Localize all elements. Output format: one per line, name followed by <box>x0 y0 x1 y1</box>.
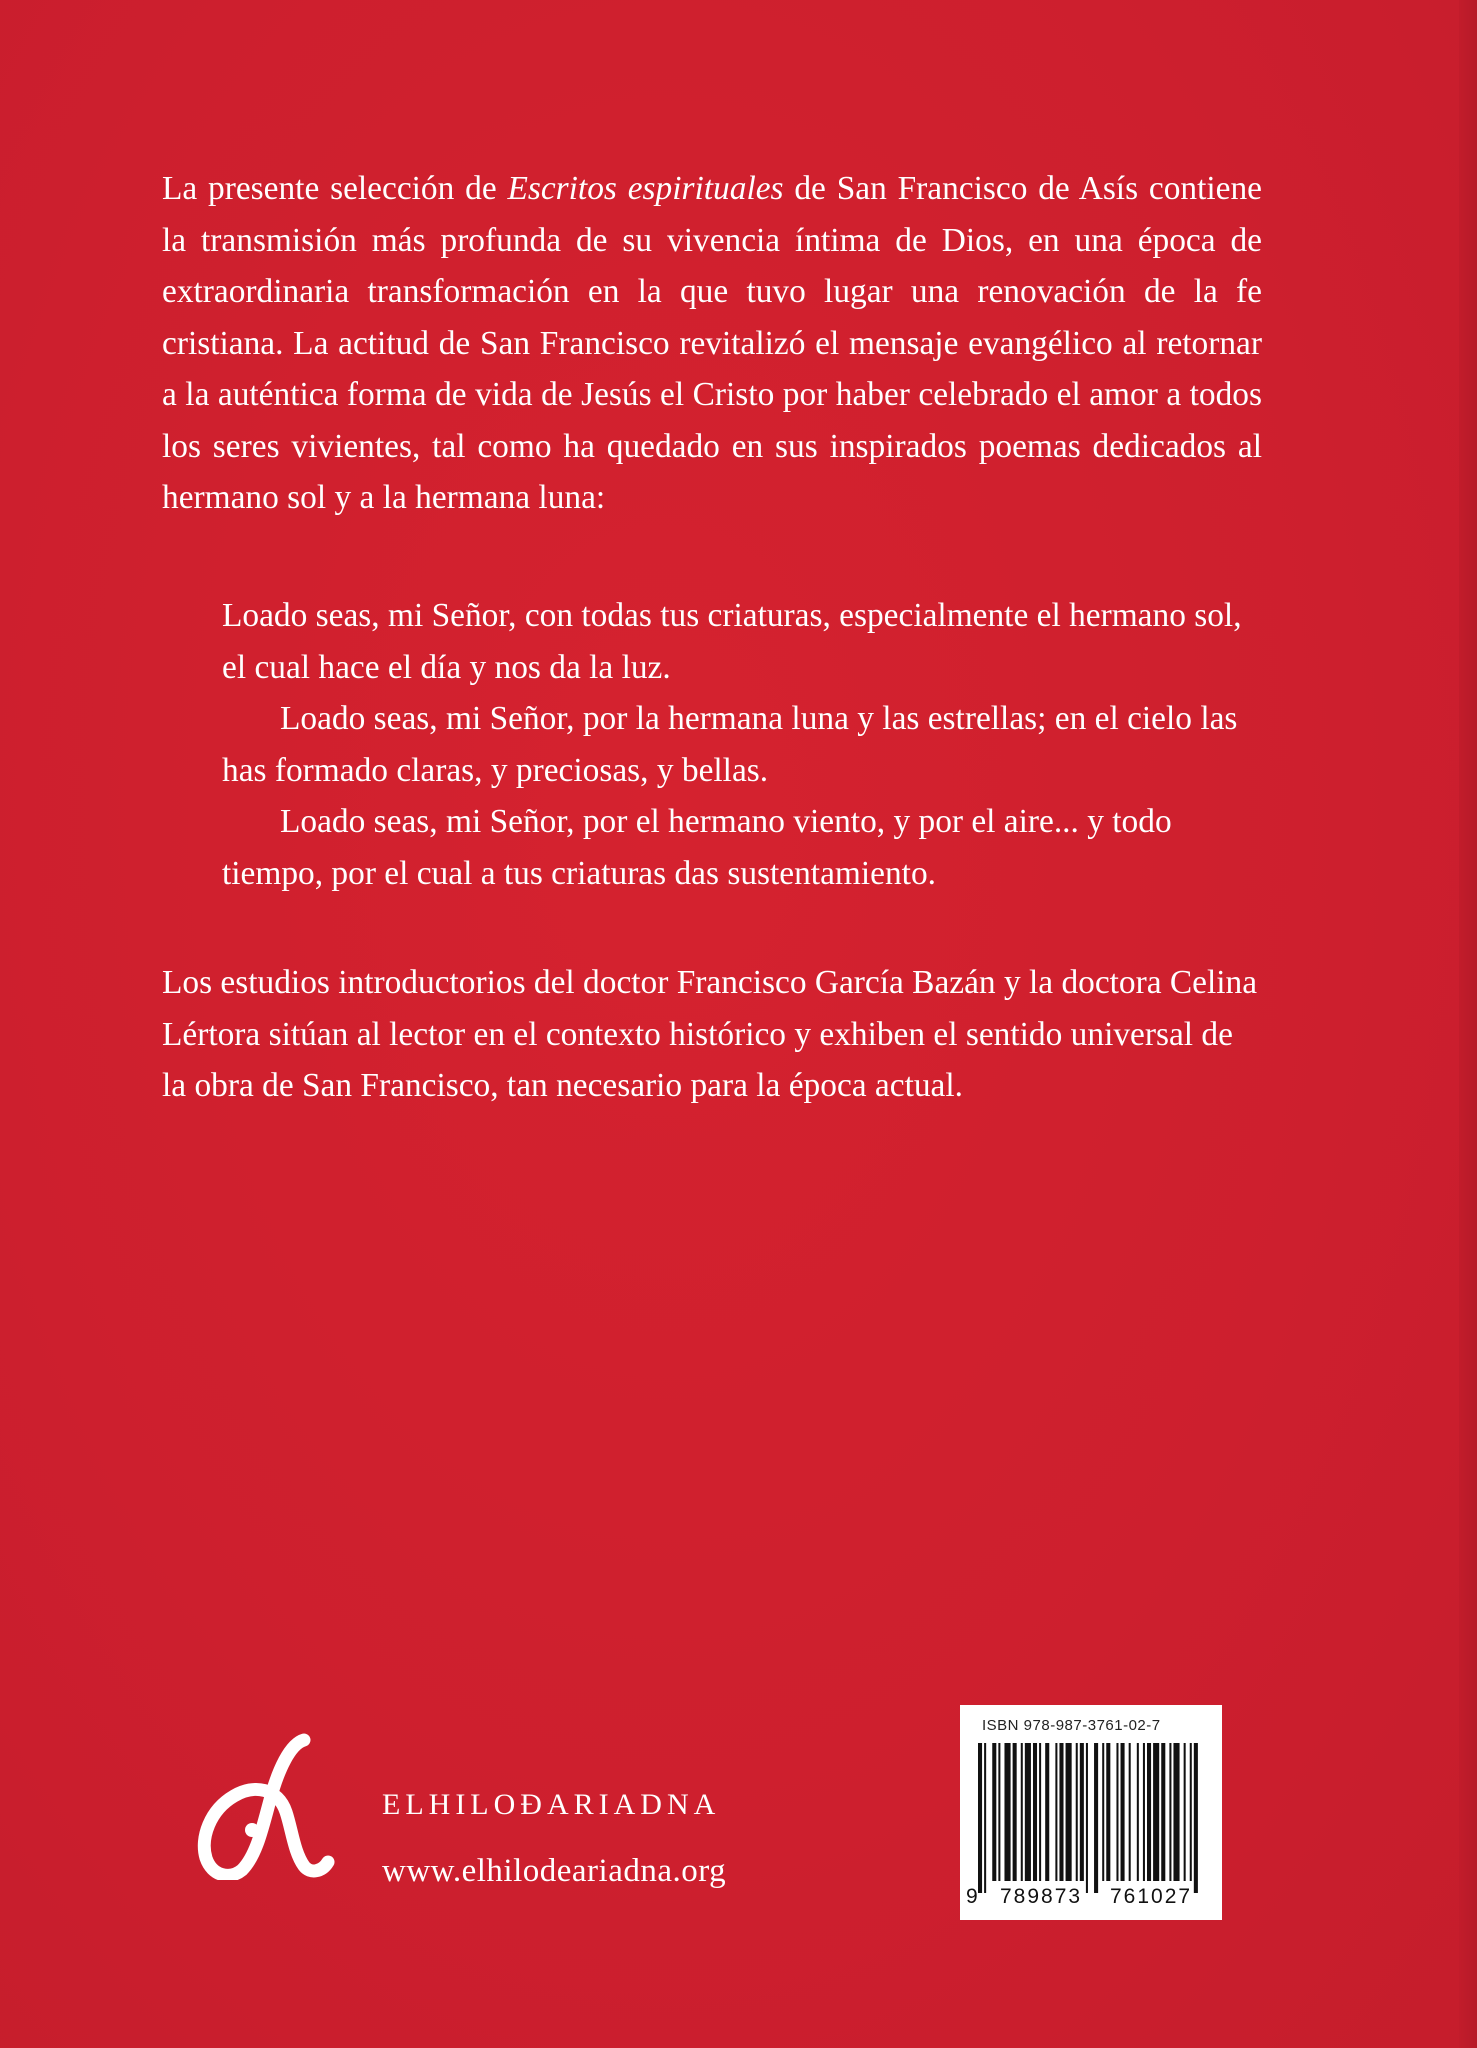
barcode-label <box>960 1705 1222 1920</box>
cover-edge <box>1459 0 1477 2048</box>
book-title: Escritos espirituales <box>507 170 784 207</box>
blurb-intro: La presente selección de <box>162 170 508 207</box>
studies-text: Los estudios introductorios del doctor Francisco García Bazán y la doctora Celina Lértora sitúan al lector en el contexto histórico y exhiben el sentido universal de la obra de San Francisco, tan necesario para la época actual. <box>162 964 1258 1104</box>
blurb-paragraph <box>162 163 1262 524</box>
publisher-name: ELHILOĐARIADNA <box>382 1788 721 1821</box>
publisher-website: www.elhilodeariadna.org <box>382 1853 727 1889</box>
isbn-number: ISBN 978-987-3761-02-7 <box>982 1717 1161 1734</box>
poem-quote <box>222 590 1262 899</box>
barcode-digits-right: 761027 <box>1110 1885 1193 1908</box>
barcode-digit-lead: 9 <box>966 1885 978 1908</box>
poem-stanza: Loado seas, mi Señor, con todas tus criaturas, especialmente el hermano sol, el cual hace el día y nos da la luz. <box>222 597 1242 686</box>
poem-stanza: Loado seas, mi Señor, por el hermano viento, y por el aire... y todo tiempo, por el cual a tus criaturas das sustentamiento. <box>222 803 1172 892</box>
studies-paragraph <box>162 957 1262 1112</box>
poem-stanza: Loado seas, mi Señor, por la hermana luna y las estrellas; en el cielo las has formado claras, y preciosas, y bellas. <box>222 700 1238 789</box>
barcode-digits <box>960 1705 1222 1920</box>
blurb-body: de San Francisco de Asís contiene la transmisión más profunda de su vivencia íntima de Dios, en una época de extraordinaria transformación en la que tuvo lugar una renovación de la fe cristiana. La actitud de San Francisco revitalizó el mensaje evangélico al retornar a la auténtica forma de vida de Jesús el Cristo por haber celebrado el amor a todos los seres vivientes, tal como ha quedado en sus inspirados poemas dedicados al hermano sol y a la hermana luna: <box>162 170 1262 516</box>
alpha-logo-icon <box>182 1730 342 1880</box>
barcode-digits-left: 789873 <box>1000 1885 1083 1908</box>
